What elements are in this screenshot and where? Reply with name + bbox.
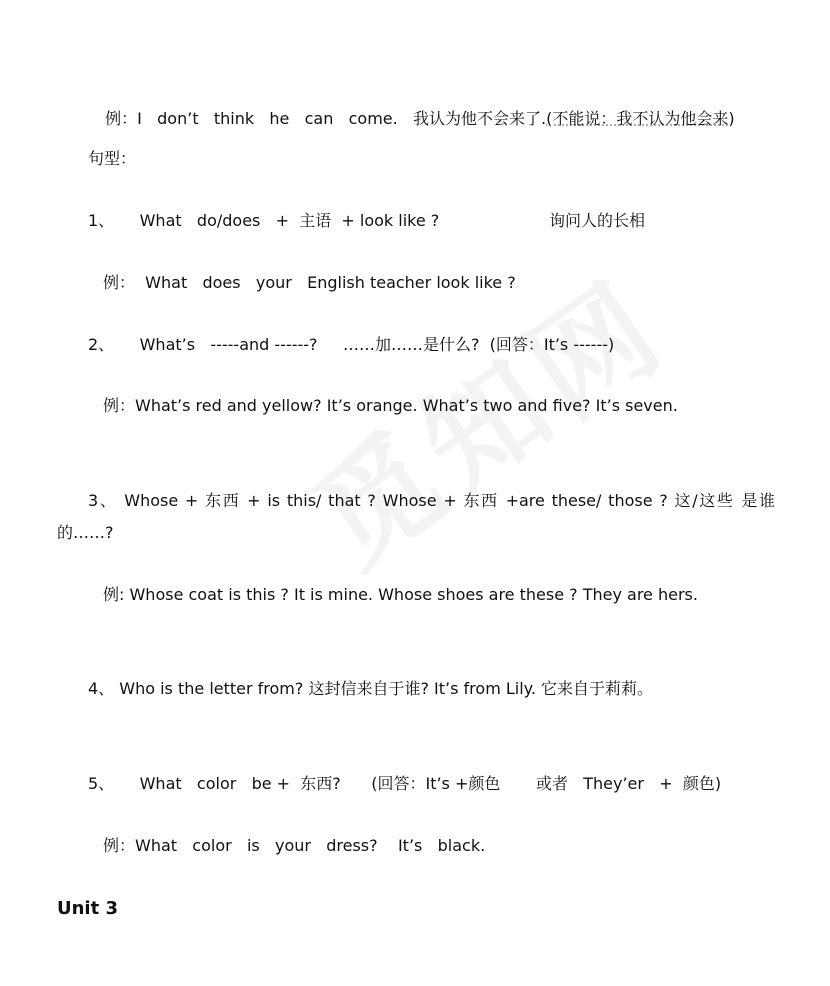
pattern-3-example: 例: Whose coat is this ? It is mine. Whose shoes are these ? They are hers. [103, 585, 698, 604]
pattern-2: 2、 What’s -----and ------? ……加……是什么? (回答：It’s ------) [88, 335, 615, 354]
pattern-5-example: 例：What color is your dress? It’s black. [103, 836, 486, 855]
pattern-1: 1、 What do/does + 主语 + look like ? [88, 211, 440, 230]
unit-heading: Unit 3 [57, 898, 118, 919]
pattern-2-example: 例：What’s red and yellow? It’s orange. What’s two and five? It’s seven. [103, 396, 678, 415]
pattern-4: 4、 Who is the letter from? 这封信来自于谁? It’s from Lily. 它来自于莉莉。 [88, 679, 654, 698]
pattern-5: 5、 What color be + 东西? (回答：It’s +颜色 或者 They’er + 颜色) [88, 774, 722, 793]
pattern-1-example: 例： What does your English teacher look like ? [103, 273, 516, 292]
pattern-1-meaning: 询问人的长相 [549, 211, 646, 230]
example-think-note: (不能说：我不认为他会来) [546, 109, 735, 128]
sentence-patterns-label: 句型： [88, 149, 137, 168]
example-think-text: 例：I don’t think he can come. 我认为他不会来了. [105, 109, 547, 128]
pattern-3: 3、 Whose + 东西 + is this/ that ? Whose + 东西 +are these/ those ? 这/这些 是谁的……? [57, 491, 775, 542]
example-think-line [95, 86, 735, 130]
